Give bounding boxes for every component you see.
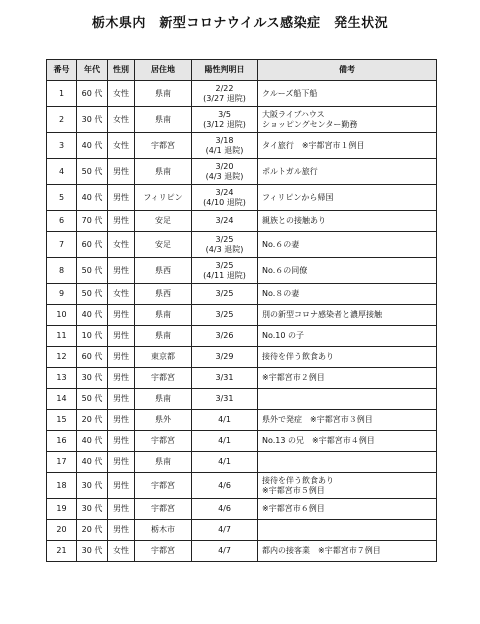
table-row bbox=[47, 389, 437, 410]
case-number-cell: 8 bbox=[47, 258, 77, 284]
case-number-cell: 20 bbox=[47, 520, 77, 541]
remarks-cell bbox=[258, 347, 437, 368]
positive-date: 4/1 bbox=[218, 436, 231, 446]
residence-cell: 県南 bbox=[135, 326, 192, 347]
table-row bbox=[47, 305, 437, 326]
sex-cell: 男性 bbox=[108, 520, 135, 541]
header-remarks: 備考 bbox=[258, 60, 437, 81]
table-row bbox=[47, 133, 437, 159]
remarks-cell bbox=[258, 431, 437, 452]
remarks-cell bbox=[258, 520, 437, 541]
remarks-cell bbox=[258, 389, 437, 410]
remarks-text: 都内の接客業 ※宇都宮市７例目 bbox=[262, 546, 381, 556]
table-row bbox=[47, 473, 437, 499]
age-group-cell: 30 代 bbox=[77, 107, 108, 133]
age-group-cell: 50 代 bbox=[77, 284, 108, 305]
positive-date-cell bbox=[192, 305, 258, 326]
discharge-date: (3/27 退院) bbox=[203, 93, 246, 103]
case-number-cell: 17 bbox=[47, 452, 77, 473]
residence-cell: 栃木市 bbox=[135, 520, 192, 541]
table-row bbox=[47, 326, 437, 347]
positive-date: 3/26 bbox=[215, 331, 234, 341]
case-number-cell: 2 bbox=[47, 107, 77, 133]
age-group-cell: 20 代 bbox=[77, 410, 108, 431]
residence-cell: 県南 bbox=[135, 305, 192, 326]
residence-cell: 安足 bbox=[135, 211, 192, 232]
age-group-cell: 10 代 bbox=[77, 326, 108, 347]
residence-cell: 県南 bbox=[135, 81, 192, 107]
positive-date: 4/1 bbox=[218, 457, 231, 467]
positive-date: 3/25 bbox=[215, 260, 234, 270]
remarks-cell bbox=[258, 452, 437, 473]
remarks-text: クルーズ船下船 bbox=[262, 88, 318, 98]
age-group-cell: 50 代 bbox=[77, 389, 108, 410]
positive-date-cell bbox=[192, 284, 258, 305]
sex-cell: 男性 bbox=[108, 211, 135, 232]
age-group-cell: 40 代 bbox=[77, 305, 108, 326]
case-number-cell: 5 bbox=[47, 185, 77, 211]
sex-cell: 女性 bbox=[108, 81, 135, 107]
table-row bbox=[47, 284, 437, 305]
table-row bbox=[47, 499, 437, 520]
positive-date-cell bbox=[192, 211, 258, 232]
remarks-text: フィリピンから帰国 bbox=[262, 192, 334, 202]
age-group-cell: 30 代 bbox=[77, 499, 108, 520]
age-group-cell: 70 代 bbox=[77, 211, 108, 232]
sex-cell: 女性 bbox=[108, 107, 135, 133]
sex-cell: 男性 bbox=[108, 347, 135, 368]
remarks-text: 接待を伴う飲食あり bbox=[262, 352, 334, 362]
remarks-text: ポルトガル旅行 bbox=[262, 166, 318, 176]
remarks-text: 県外で発症 ※宇都宮市３例目 bbox=[262, 415, 373, 425]
table-row bbox=[47, 159, 437, 185]
table-row bbox=[47, 258, 437, 284]
sex-cell: 男性 bbox=[108, 473, 135, 499]
positive-date-cell bbox=[192, 326, 258, 347]
sex-cell: 男性 bbox=[108, 368, 135, 389]
positive-date: 3/31 bbox=[215, 373, 234, 383]
table-row bbox=[47, 541, 437, 562]
sex-cell: 女性 bbox=[108, 541, 135, 562]
residence-cell: 県西 bbox=[135, 258, 192, 284]
remarks-cell bbox=[258, 185, 437, 211]
residence-cell: 宇都宮 bbox=[135, 541, 192, 562]
case-number-cell: 21 bbox=[47, 541, 77, 562]
remarks-text: No.13 の兄 ※宇都宮市４例目 bbox=[262, 436, 375, 446]
table-row bbox=[47, 185, 437, 211]
case-number-cell: 12 bbox=[47, 347, 77, 368]
case-rows bbox=[47, 81, 437, 562]
discharge-date: (4/1 退院) bbox=[205, 145, 244, 155]
positive-date: 4/1 bbox=[218, 415, 231, 425]
age-group-cell: 40 代 bbox=[77, 452, 108, 473]
positive-date: 3/25 bbox=[215, 289, 234, 299]
discharge-date: (4/3 退院) bbox=[205, 171, 244, 181]
residence-cell: 県南 bbox=[135, 389, 192, 410]
residence-cell: 県西 bbox=[135, 284, 192, 305]
positive-date: 3/24 bbox=[215, 216, 234, 226]
remarks-text: No.６の同僚 bbox=[262, 265, 308, 275]
sex-cell: 男性 bbox=[108, 185, 135, 211]
remarks-text: 親族との接触あり bbox=[262, 216, 326, 226]
residence-cell: 宇都宮 bbox=[135, 431, 192, 452]
age-group-cell: 30 代 bbox=[77, 541, 108, 562]
remarks-text: ※宇都宮市６例目 bbox=[262, 504, 325, 514]
case-number-cell: 15 bbox=[47, 410, 77, 431]
table-row bbox=[47, 211, 437, 232]
positive-date-cell bbox=[192, 107, 258, 133]
age-group-cell: 50 代 bbox=[77, 258, 108, 284]
discharge-date: (3/12 退院) bbox=[203, 119, 246, 129]
case-number-cell: 3 bbox=[47, 133, 77, 159]
remarks-cell bbox=[258, 133, 437, 159]
residence-cell: 宇都宮 bbox=[135, 368, 192, 389]
positive-date-cell bbox=[192, 159, 258, 185]
age-group-cell: 30 代 bbox=[77, 473, 108, 499]
sex-cell: 男性 bbox=[108, 452, 135, 473]
positive-date-cell bbox=[192, 452, 258, 473]
positive-date: 3/31 bbox=[215, 394, 234, 404]
sex-cell: 女性 bbox=[108, 133, 135, 159]
positive-date: 4/6 bbox=[218, 480, 231, 490]
remarks-cell bbox=[258, 211, 437, 232]
positive-date: 3/25 bbox=[215, 234, 234, 244]
sex-cell: 男性 bbox=[108, 410, 135, 431]
residence-cell: フィリピン bbox=[135, 185, 192, 211]
remarks-cell bbox=[258, 473, 437, 499]
positive-date: 4/7 bbox=[218, 546, 231, 556]
case-number-cell: 4 bbox=[47, 159, 77, 185]
case-number-cell: 19 bbox=[47, 499, 77, 520]
table-row bbox=[47, 452, 437, 473]
age-group-cell: 50 代 bbox=[77, 159, 108, 185]
remarks-cell bbox=[258, 258, 437, 284]
case-number-cell: 14 bbox=[47, 389, 77, 410]
sex-cell: 男性 bbox=[108, 159, 135, 185]
positive-date-cell bbox=[192, 499, 258, 520]
case-number-cell: 7 bbox=[47, 232, 77, 258]
table-header-row bbox=[47, 60, 437, 81]
age-group-cell: 40 代 bbox=[77, 185, 108, 211]
positive-date: 3/24 bbox=[215, 187, 234, 197]
positive-date: 3/18 bbox=[215, 135, 234, 145]
case-number-cell: 11 bbox=[47, 326, 77, 347]
document-title: 栃木県内 新型コロナウイルス感染症 発生状況 bbox=[91, 16, 389, 31]
positive-date-cell bbox=[192, 473, 258, 499]
remarks-text: No.10 の子 bbox=[262, 331, 305, 341]
header-positive-date: 陽性判明日 bbox=[192, 60, 258, 81]
remarks-text: No.６の妻 bbox=[262, 239, 300, 249]
remarks-text: 大阪ライブハウス bbox=[262, 109, 325, 119]
remarks-text: 接待を伴う飲食あり bbox=[262, 475, 334, 485]
positive-date-cell bbox=[192, 232, 258, 258]
positive-date-cell bbox=[192, 410, 258, 431]
remarks-cell bbox=[258, 159, 437, 185]
header-sex: 性別 bbox=[108, 60, 135, 81]
header-number: 番号 bbox=[47, 60, 77, 81]
residence-cell: 宇都宮 bbox=[135, 499, 192, 520]
remarks-text: ※宇都宮市２例目 bbox=[262, 373, 325, 383]
table-row bbox=[47, 107, 437, 133]
positive-date: 4/7 bbox=[218, 525, 231, 535]
table-row bbox=[47, 410, 437, 431]
positive-date-cell bbox=[192, 133, 258, 159]
positive-date-cell bbox=[192, 431, 258, 452]
age-group-cell: 40 代 bbox=[77, 133, 108, 159]
remarks-cell bbox=[258, 541, 437, 562]
case-number-cell: 10 bbox=[47, 305, 77, 326]
discharge-date: (4/11 退院) bbox=[203, 270, 246, 280]
residence-cell: 東京都 bbox=[135, 347, 192, 368]
table-row bbox=[47, 431, 437, 452]
remarks-text: タイ旅行 ※宇都宮市１例目 bbox=[262, 140, 365, 150]
remarks-text-line2: ショッピングセンター勤務 bbox=[262, 119, 358, 129]
positive-date: 4/6 bbox=[218, 504, 231, 514]
header-residence: 居住地 bbox=[135, 60, 192, 81]
positive-date-cell bbox=[192, 368, 258, 389]
remarks-cell bbox=[258, 410, 437, 431]
age-group-cell: 60 代 bbox=[77, 347, 108, 368]
residence-cell: 県南 bbox=[135, 159, 192, 185]
positive-date: 3/20 bbox=[215, 161, 234, 171]
age-group-cell: 20 代 bbox=[77, 520, 108, 541]
residence-cell: 県南 bbox=[135, 107, 192, 133]
remarks-cell bbox=[258, 326, 437, 347]
header-age: 年代 bbox=[77, 60, 108, 81]
remarks-cell bbox=[258, 107, 437, 133]
case-number-cell: 18 bbox=[47, 473, 77, 499]
positive-date-cell bbox=[192, 81, 258, 107]
remarks-cell bbox=[258, 232, 437, 258]
table-row bbox=[47, 232, 437, 258]
remarks-cell bbox=[258, 368, 437, 389]
positive-date: 3/29 bbox=[215, 352, 234, 362]
case-number-cell: 1 bbox=[47, 81, 77, 107]
positive-date: 3/25 bbox=[215, 310, 234, 320]
residence-cell: 安足 bbox=[135, 232, 192, 258]
remarks-cell bbox=[258, 284, 437, 305]
sex-cell: 男性 bbox=[108, 499, 135, 520]
sex-cell: 男性 bbox=[108, 431, 135, 452]
positive-date: 2/22 bbox=[215, 83, 234, 93]
positive-date-cell bbox=[192, 258, 258, 284]
age-group-cell: 60 代 bbox=[77, 81, 108, 107]
sex-cell: 男性 bbox=[108, 305, 135, 326]
residence-cell: 県南 bbox=[135, 452, 192, 473]
sex-cell: 男性 bbox=[108, 326, 135, 347]
positive-date: 3/5 bbox=[218, 109, 231, 119]
positive-date-cell bbox=[192, 347, 258, 368]
positive-date-cell bbox=[192, 389, 258, 410]
case-number-cell: 13 bbox=[47, 368, 77, 389]
sex-cell: 男性 bbox=[108, 389, 135, 410]
residence-cell: 宇都宮 bbox=[135, 473, 192, 499]
table-row bbox=[47, 368, 437, 389]
remarks-cell bbox=[258, 499, 437, 520]
discharge-date: (4/3 退院) bbox=[205, 244, 244, 254]
case-number-cell: 9 bbox=[47, 284, 77, 305]
positive-date-cell bbox=[192, 520, 258, 541]
age-group-cell: 40 代 bbox=[77, 431, 108, 452]
positive-date-cell bbox=[192, 541, 258, 562]
cases-table bbox=[46, 59, 437, 562]
sex-cell: 女性 bbox=[108, 232, 135, 258]
remarks-cell bbox=[258, 81, 437, 107]
sex-cell: 男性 bbox=[108, 258, 135, 284]
discharge-date: (4/10 退院) bbox=[203, 197, 246, 207]
age-group-cell: 60 代 bbox=[77, 232, 108, 258]
case-number-cell: 6 bbox=[47, 211, 77, 232]
residence-cell: 宇都宮 bbox=[135, 133, 192, 159]
remarks-text: 別の新型コロナ感染者と濃厚接触 bbox=[262, 310, 382, 320]
age-group-cell: 30 代 bbox=[77, 368, 108, 389]
remarks-text-line2: ※宇都宮市５例目 bbox=[262, 485, 325, 495]
positive-date-cell bbox=[192, 185, 258, 211]
case-number-cell: 16 bbox=[47, 431, 77, 452]
table-row bbox=[47, 81, 437, 107]
remarks-text: No.８の妻 bbox=[262, 289, 300, 299]
residence-cell: 県外 bbox=[135, 410, 192, 431]
table-row bbox=[47, 520, 437, 541]
table-row bbox=[47, 347, 437, 368]
remarks-cell bbox=[258, 305, 437, 326]
sex-cell: 女性 bbox=[108, 284, 135, 305]
